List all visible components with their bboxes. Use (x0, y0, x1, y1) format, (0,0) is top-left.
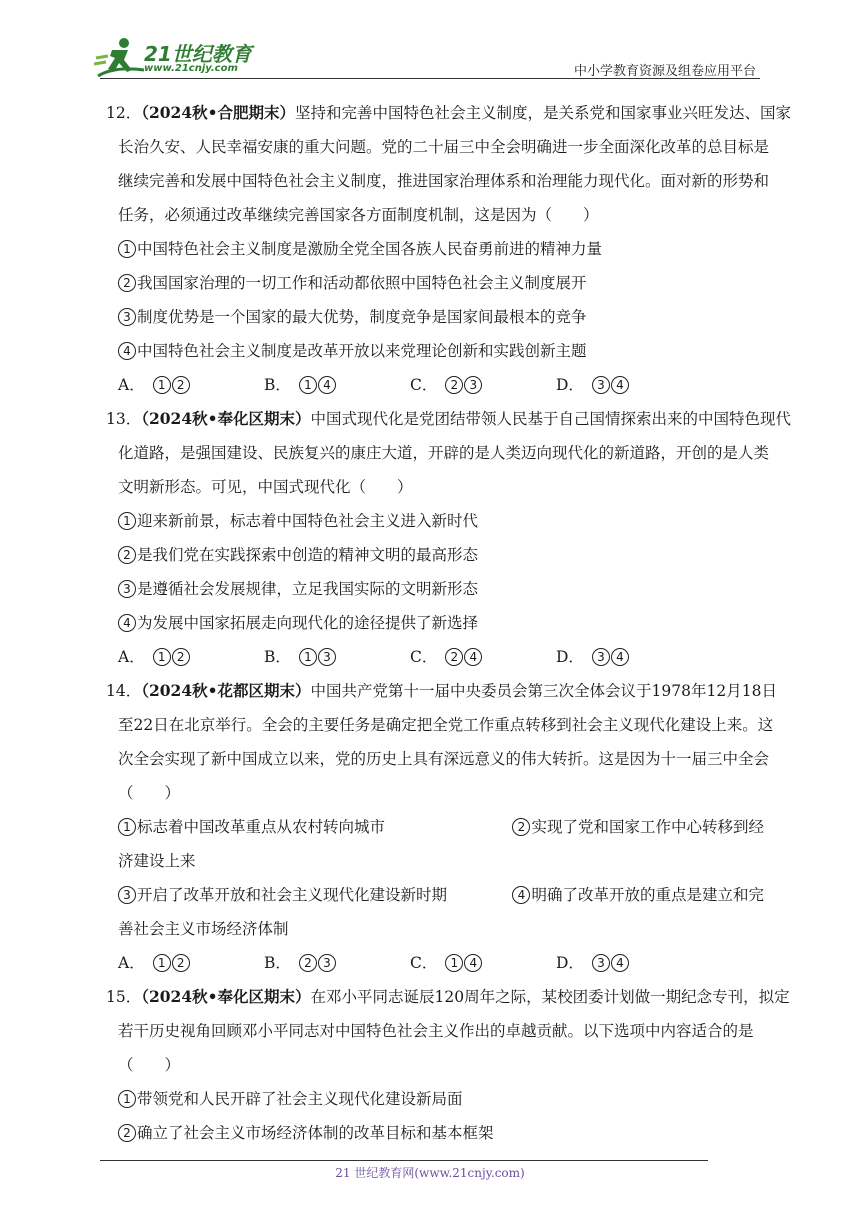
option-statement (118, 1116, 764, 1150)
circled-number: 2 (445, 648, 463, 666)
circled-number: 2 (118, 1124, 136, 1142)
circled-number: 1 (153, 376, 171, 394)
answer-choices (118, 640, 764, 674)
question-12 (106, 96, 792, 402)
circled-number: 2 (172, 376, 190, 394)
circled-number: 1 (299, 648, 317, 666)
circled-number: 1 (118, 1090, 136, 1108)
answer-choices (118, 946, 764, 980)
circled-number: 2 (172, 648, 190, 666)
choice-c[interactable] (410, 368, 556, 402)
answer-choices (118, 368, 764, 402)
choice-letter: C． (410, 376, 438, 394)
choice-letter: C． (410, 954, 438, 972)
option-statement (118, 810, 385, 844)
option-text: 中国特色社会主义制度是改革开放以来党理论创新和实践创新主题 (137, 342, 587, 360)
circled-number: 3 (592, 648, 610, 666)
question-stem-line: 任务，必须通过改革继续完善国家各方面制度机制，这是因为（ ） (118, 206, 599, 224)
question-stem-line (106, 96, 792, 130)
circled-number: 4 (118, 342, 136, 360)
option-text: 我国国家治理的一切工作和活动都依照中国特色社会主义制度展开 (137, 274, 587, 292)
option-text: 制度优势是一个国家的最大优势，制度竞争是国家间最根本的竞争 (137, 308, 587, 326)
stem-text: 坚持和完善中国特色社会主义制度，是关系党和国家事业兴旺发达、国家 (295, 104, 792, 122)
choice-c[interactable] (410, 640, 556, 674)
choice-d[interactable] (556, 640, 702, 674)
option-statement (118, 572, 764, 606)
option-continuation: 济建设上来 (118, 852, 196, 870)
circled-number: 4 (611, 376, 629, 394)
option-text: 实现了党和国家工作中心转移到经 (531, 818, 764, 836)
option-statement (118, 266, 764, 300)
circled-number: 3 (592, 954, 610, 972)
circled-number: 2 (512, 818, 530, 836)
circled-number: 1 (153, 954, 171, 972)
choice-letter: A． (118, 376, 145, 394)
option-statement (118, 300, 764, 334)
option-statement (118, 334, 764, 368)
header-divider (100, 78, 760, 79)
option-pair (118, 878, 764, 912)
question-stem-line: 若干历史视角回顾邓小平同志对中国特色社会主义作出的卓越贡献。以下选项中内容适合的是 (118, 1022, 754, 1040)
question-15 (106, 980, 790, 1150)
choice-letter: D． (556, 376, 584, 394)
choice-letter: C． (410, 648, 438, 666)
circled-number: 1 (118, 512, 136, 530)
question-stem-line: 继续完善和发展中国特色社会主义制度，推进国家治理体系和治理能力现代化。面对新的形势和 (118, 172, 770, 190)
choice-c[interactable] (410, 946, 556, 980)
question-number: 15． (106, 988, 142, 1006)
option-statement (512, 810, 764, 844)
question-13 (106, 402, 792, 674)
circled-number: 2 (172, 954, 190, 972)
choice-a[interactable] (118, 368, 264, 402)
page-header (0, 0, 860, 80)
circled-number: 4 (611, 954, 629, 972)
option-pair (118, 810, 764, 844)
choice-b[interactable] (264, 946, 410, 980)
question-stem-line: 长治久安、人民幸福安康的重大问题。党的二十届三中全会明确进一步全面深化改革的总目标是 (118, 138, 770, 156)
choice-a[interactable] (118, 946, 264, 980)
question-stem-line (106, 980, 790, 1014)
question-14 (106, 674, 777, 980)
question-source: （2024秋•奉化区期末） (141, 409, 311, 428)
circled-number: 3 (318, 954, 336, 972)
circled-number: 1 (445, 954, 463, 972)
option-text: 中国特色社会主义制度是激励全党全国各族人民奋勇前进的精神力量 (137, 240, 603, 258)
option-statement (118, 538, 764, 572)
circled-number: 3 (118, 886, 136, 904)
choice-letter: A． (118, 954, 145, 972)
question-number: 13． (106, 410, 142, 428)
circled-number: 3 (592, 376, 610, 394)
option-text: 是我们党在实践探索中创造的精神文明的最高形态 (137, 546, 479, 564)
option-text: 迎来新前景，标志着中国特色社会主义进入新时代 (137, 512, 479, 530)
option-text: 带领党和人民开辟了社会主义现代化建设新局面 (137, 1090, 463, 1108)
option-statement (118, 1082, 764, 1116)
option-text: 是遵循社会发展规律，立足我国实际的文明新形态 (137, 580, 479, 598)
choice-d[interactable] (556, 946, 702, 980)
question-stem-line (106, 402, 792, 436)
circled-number: 3 (318, 648, 336, 666)
circled-number: 4 (318, 376, 336, 394)
stem-text: 中国式现代化是党团结带领人民基于自己国情探索出来的中国特色现代 (310, 410, 792, 428)
option-statement (118, 232, 764, 266)
question-number: 12． (106, 104, 142, 122)
circled-number: 2 (118, 546, 136, 564)
choice-letter: D． (556, 648, 584, 666)
circled-number: 2 (445, 376, 463, 394)
choice-letter: B． (264, 954, 291, 972)
option-text: 开启了改革开放和社会主义现代化建设新时期 (137, 886, 448, 904)
circled-number: 2 (299, 954, 317, 972)
question-stem-line: 次全会实现了新中国成立以来，党的历史上具有深远意义的伟大转折。这是因为十一届三中全会 (118, 750, 770, 768)
runner-logo-icon (94, 36, 146, 78)
choice-letter: B． (264, 648, 291, 666)
footer-link[interactable]: 21 世纪教育网(www.21cnjy.com) (335, 1166, 525, 1180)
circled-number: 3 (118, 308, 136, 326)
question-stem-line: 至22日在北京举行。全会的主要任务是确定把全党工作重点转移到社会主义现代化建设上来。这 (118, 716, 774, 734)
option-statement (512, 878, 764, 912)
site-logo[interactable] (94, 36, 264, 78)
option-statement (118, 504, 764, 538)
question-source: （2024秋•花都区期末） (141, 681, 311, 700)
platform-title: 中小学教育资源及组卷应用平台 (573, 64, 756, 79)
stem-text: 在邓小平同志诞辰120周年之际，某校团委计划做一期纪念专刊，拟定 (310, 988, 790, 1006)
option-text: 为发展中国家拓展走向现代化的途径提供了新选择 (137, 614, 479, 632)
option-continuation: 善社会主义市场经济体制 (118, 920, 289, 938)
option-text: 确立了社会主义市场经济体制的改革目标和基本框架 (137, 1124, 494, 1142)
logo-url: www.21cnjy.com (144, 63, 238, 74)
choice-b[interactable] (264, 368, 410, 402)
choice-letter: B． (264, 376, 291, 394)
question-stem-line: （ ） (118, 1056, 181, 1074)
question-content (106, 96, 792, 1150)
option-statement (118, 606, 764, 640)
circled-number: 4 (512, 886, 530, 904)
circled-number: 1 (118, 818, 136, 836)
option-text: 标志着中国改革重点从农村转向城市 (137, 818, 386, 836)
question-source: （2024秋•合肥期末） (141, 103, 296, 122)
option-text: 明确了改革开放的重点是建立和完 (531, 886, 764, 904)
choice-b[interactable] (264, 640, 410, 674)
circled-number: 4 (611, 648, 629, 666)
circled-number: 3 (118, 580, 136, 598)
circled-number: 1 (299, 376, 317, 394)
question-stem-line: 化道路，是强国建设、民族复兴的康庄大道，开辟的是人类迈向现代化的新道路，开创的是人类 (118, 444, 770, 462)
question-stem-line: 文明新形态。可见，中国式现代化（ ） (118, 478, 413, 496)
choice-letter: D． (556, 954, 584, 972)
question-stem-line: （ ） (118, 784, 181, 802)
logo-title: 21世纪教育 (144, 42, 252, 66)
question-stem-line (106, 674, 777, 708)
circled-number: 4 (464, 954, 482, 972)
option-statement (118, 878, 447, 912)
question-source: （2024秋•奉化区期末） (141, 987, 311, 1006)
circled-number: 2 (118, 274, 136, 292)
footer-divider (100, 1160, 708, 1161)
circled-number: 4 (464, 648, 482, 666)
circled-number: 1 (118, 240, 136, 258)
circled-number: 1 (153, 648, 171, 666)
choice-letter: A． (118, 648, 145, 666)
circled-number: 3 (464, 376, 482, 394)
circled-number: 4 (118, 614, 136, 632)
stem-text: 中国共产党第十一届中央委员会第三次全体会议于1978年12月18日 (310, 682, 777, 700)
choice-a[interactable] (118, 640, 264, 674)
choice-d[interactable] (556, 368, 702, 402)
question-number: 14． (106, 682, 142, 700)
